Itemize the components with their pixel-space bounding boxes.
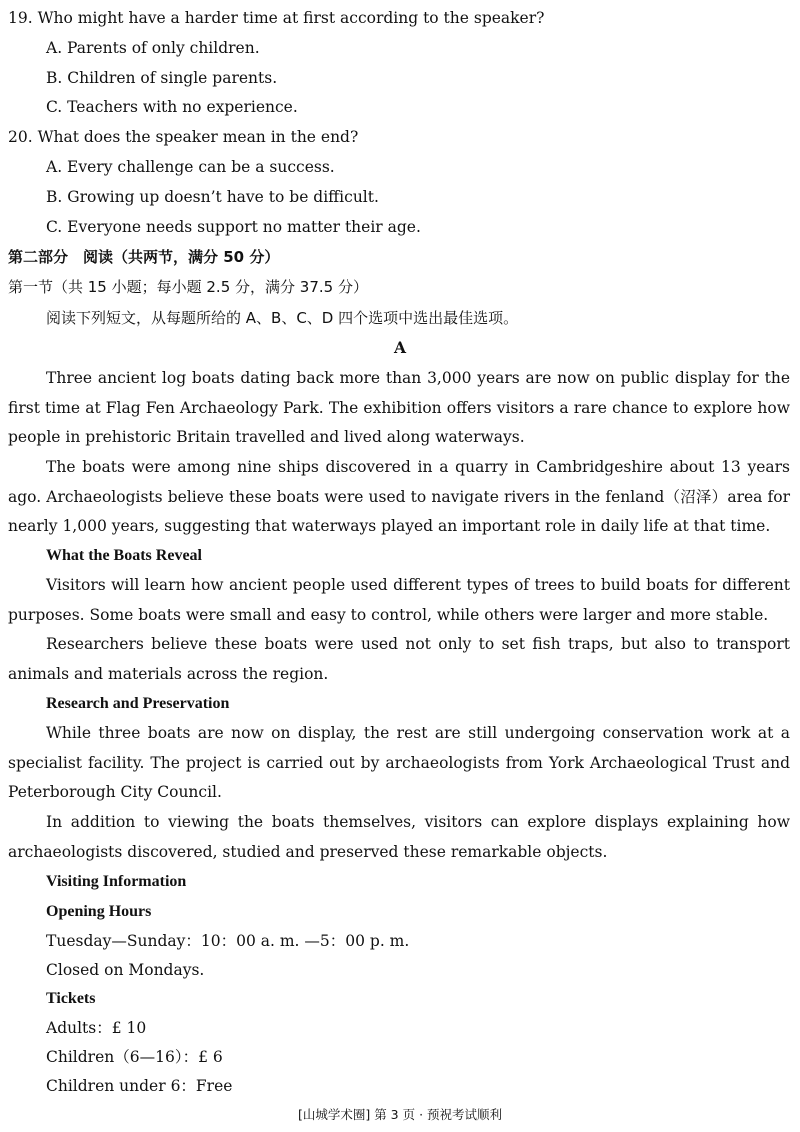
section-one-title: 第一节（共 15 小题；每小题 2.5 分，满分 37.5 分）: [8, 278, 368, 296]
heading-tickets: Tickets: [46, 990, 96, 1007]
q20-option-b: B. Growing up doesn’t have to be difficult.: [46, 188, 379, 206]
q20-option-a: A. Every challenge can be a success.: [46, 158, 335, 176]
page-footer: [山城学术圈] 第 3 页 · 预祝考试顺利: [297, 1107, 503, 1122]
paragraph-6: In addition to viewing the boats themselves, visitors can explore displays explaining how archaeologists discovered, studied and preserved these remarkable objects.: [8, 813, 790, 861]
question-19: 19. Who might have a harder time at first according to the speaker?: [8, 9, 545, 27]
closed-text: Closed on Mondays.: [46, 961, 205, 979]
paragraph-1: Three ancient log boats dating back more than 3,000 years are now on public display for the first time at Flag Fen Archaeology Park. The exhibition offers visitors a rare chance to explore how people in prehistoric Britain travelled and lived along waterways.: [8, 369, 790, 447]
ticket-adults: Adults：£ 10: [46, 1019, 147, 1037]
passage-label: A: [393, 338, 407, 357]
reading-instruction: 阅读下列短文，从每题所给的 A、B、C、D 四个选项中选出最佳选项。: [46, 309, 519, 327]
paragraph-4: Researchers believe these boats were used not only to set fish traps, but also to transport animals and materials across the region.: [8, 635, 790, 683]
opening-hours-text: Tuesday—Sunday：10：00 a. m. —5：00 p. m.: [46, 932, 410, 950]
part-two-title: 第二部分 阅读（共两节，满分 50 分）: [8, 248, 280, 266]
heading-visiting-information: Visiting Information: [46, 873, 187, 890]
q19-option-a: A. Parents of only children.: [46, 39, 260, 57]
paragraph-2: The boats were among nine ships discovered in a quarry in Cambridgeshire about 13 years ago. Archaeologists believe these boats were used to navigate rivers in the fenland（沼泽）area for nearly 1,000 years, suggesting that waterways played an important role in daily life at that time.: [8, 458, 790, 536]
heading-opening-hours: Opening Hours: [46, 903, 152, 920]
paragraph-5: While three boats are now on display, the rest are still undergoing conservation work at a specialist facility. The project is carried out by archaeologists from York Archaeological Trust and Peterborough City Council.: [8, 724, 790, 802]
q19-option-c: C. Teachers with no experience.: [46, 98, 298, 116]
paragraph-3: Visitors will learn how ancient people used different types of trees to build boats for different purposes. Some boats were small and easy to control, while others were larger and more stable.: [8, 576, 790, 624]
ticket-children: Children（6—16）：£ 6: [46, 1048, 223, 1066]
q20-option-c: C. Everyone needs support no matter their age.: [46, 218, 421, 236]
q19-option-b: B. Children of single parents.: [46, 69, 278, 87]
ticket-under-6: Children under 6：Free: [46, 1077, 233, 1095]
heading-research-preservation: Research and Preservation: [46, 695, 230, 712]
question-20: 20. What does the speaker mean in the end?: [8, 128, 359, 146]
heading-what-boats-reveal: What the Boats Reveal: [46, 547, 202, 564]
